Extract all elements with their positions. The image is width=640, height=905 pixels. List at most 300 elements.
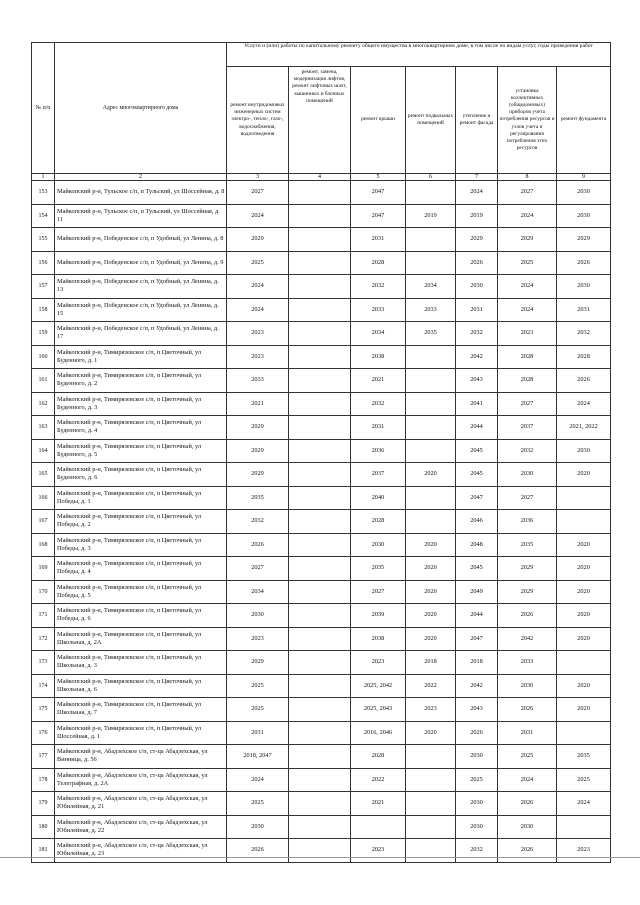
cell-facade: 2046 <box>456 510 498 534</box>
cell-elevators <box>289 580 351 604</box>
cell-roof: 2038 <box>351 345 406 369</box>
cell-engineering: 2025 <box>227 698 289 722</box>
cell-elevators <box>289 533 351 557</box>
header-number: № п/п <box>32 43 55 174</box>
col-index: 6 <box>406 174 456 181</box>
cell-elevators <box>289 369 351 393</box>
cell-basement <box>406 251 456 275</box>
table-row <box>32 651 611 675</box>
table-row <box>32 345 611 369</box>
cell-foundation: 2026 <box>557 369 611 393</box>
cell-meters: 2024 <box>498 204 557 228</box>
cell-roof: 2036 <box>351 439 406 463</box>
row-address: Майкопский р-н, Победенское с/п, п Удобный, ул Ленина, д. 8 <box>55 228 227 252</box>
cell-elevators <box>289 698 351 722</box>
row-number: 157 <box>32 275 55 299</box>
cell-engineering: 2033 <box>227 369 289 393</box>
cell-facade: 2043 <box>456 369 498 393</box>
table-row <box>32 181 611 205</box>
cell-engineering: 2023 <box>227 322 289 346</box>
cell-roof: 2040 <box>351 486 406 510</box>
cell-facade: 2030 <box>456 745 498 769</box>
cell-engineering: 2029 <box>227 439 289 463</box>
row-address: Майкопский р-н, Тимирязевское с/п, п Цветочный, ул Школьная, д. 2А <box>55 627 227 651</box>
cell-meters: 2029 <box>498 580 557 604</box>
cell-basement <box>406 439 456 463</box>
table-row <box>32 392 611 416</box>
cell-basement: 2023 <box>406 698 456 722</box>
cell-basement <box>406 345 456 369</box>
cell-foundation: 2020 <box>557 627 611 651</box>
cell-roof: 2025, 2042 <box>351 674 406 698</box>
cell-elevators <box>289 721 351 745</box>
cell-engineering: 2030 <box>227 604 289 628</box>
cell-foundation: 2020 <box>557 604 611 628</box>
cell-meters: 2037 <box>498 416 557 440</box>
cell-facade: 2047 <box>456 486 498 510</box>
cell-meters: 2027 <box>498 181 557 205</box>
row-number: 166 <box>32 486 55 510</box>
cell-engineering: 2029 <box>227 651 289 675</box>
cell-elevators <box>289 204 351 228</box>
table-row <box>32 698 611 722</box>
header-col-facade: утепление и ремонт фасада <box>456 67 498 174</box>
row-number: 162 <box>32 392 55 416</box>
table-row <box>32 745 611 769</box>
row-number: 176 <box>32 721 55 745</box>
cell-foundation: 2020 <box>557 674 611 698</box>
cell-meters: 2030 <box>498 815 557 839</box>
cell-elevators <box>289 416 351 440</box>
table-row <box>32 604 611 628</box>
table-row <box>32 674 611 698</box>
cell-foundation: 2020 <box>557 580 611 604</box>
page-divider <box>0 857 640 858</box>
row-number: 180 <box>32 815 55 839</box>
cell-roof: 2032 <box>351 392 406 416</box>
row-number: 169 <box>32 557 55 581</box>
cell-engineering: 2027 <box>227 181 289 205</box>
row-number: 164 <box>32 439 55 463</box>
cell-elevators <box>289 439 351 463</box>
cell-roof: 2021 <box>351 792 406 816</box>
cell-foundation: 2035 <box>557 745 611 769</box>
cell-basement: 2020 <box>406 604 456 628</box>
cell-facade: 2030 <box>456 792 498 816</box>
cell-meters: 2026 <box>498 604 557 628</box>
cell-foundation: 2032 <box>557 322 611 346</box>
cell-facade: 2048 <box>456 533 498 557</box>
cell-engineering: 2034 <box>227 580 289 604</box>
row-address: Майкопский р-н, Победенское с/п, п Удобный, ул Ленина, д. 17 <box>55 322 227 346</box>
cell-engineering: 2025 <box>227 674 289 698</box>
cell-roof: 2025, 2043 <box>351 698 406 722</box>
cell-engineering: 2029 <box>227 228 289 252</box>
cell-engineering: 2029 <box>227 416 289 440</box>
cell-engineering: 2024 <box>227 768 289 792</box>
row-address: Майкопский р-н, Абадзехское с/п, ст-ца Абадзехская, ул Юбилейная, д. 23 <box>55 839 227 863</box>
row-number: 170 <box>32 580 55 604</box>
cell-elevators <box>289 345 351 369</box>
row-address: Майкопский р-н, Тимирязевское с/п, п Цветочный, ул Буденного, д. 2 <box>55 369 227 393</box>
cell-elevators <box>289 322 351 346</box>
row-address: Майкопский р-н, Тульское с/п, п Тульский, ул Шоссейная, д. 11 <box>55 204 227 228</box>
cell-foundation <box>557 721 611 745</box>
cell-basement <box>406 416 456 440</box>
header-col-meters: установка коллективных (общедомовых) приборов учета потребления ресурсов и узлов учета и регулирования потребления этих ресурсов <box>498 67 557 174</box>
cell-meters: 2024 <box>498 298 557 322</box>
cell-facade: 2031 <box>456 298 498 322</box>
cell-meters: 2036 <box>498 510 557 534</box>
cell-roof: 2016, 2046 <box>351 721 406 745</box>
cell-roof: 2028 <box>351 510 406 534</box>
cell-foundation: 2030 <box>557 204 611 228</box>
cell-meters: 2032 <box>498 439 557 463</box>
row-number: 155 <box>32 228 55 252</box>
row-number: 172 <box>32 627 55 651</box>
cell-engineering: 2024 <box>227 298 289 322</box>
cell-roof: 2030 <box>351 533 406 557</box>
cell-facade: 2042 <box>456 345 498 369</box>
cell-foundation: 2020 <box>557 533 611 557</box>
cell-roof: 2033 <box>351 298 406 322</box>
table-row <box>32 510 611 534</box>
cell-roof: 2047 <box>351 204 406 228</box>
cell-roof: 2035 <box>351 557 406 581</box>
cell-facade: 2044 <box>456 604 498 628</box>
cell-engineering: 2027 <box>227 557 289 581</box>
cell-facade: 2026 <box>456 721 498 745</box>
cell-basement: 2034 <box>406 275 456 299</box>
row-address: Майкопский р-н, Тимирязевское с/п, п Цветочный, ул Победы, д. 3 <box>55 533 227 557</box>
row-number: 156 <box>32 251 55 275</box>
cell-roof <box>351 815 406 839</box>
cell-roof: 2023 <box>351 651 406 675</box>
col-index: 4 <box>289 174 351 181</box>
cell-meters: 2031 <box>498 721 557 745</box>
cell-facade: 2041 <box>456 392 498 416</box>
cell-roof: 2021 <box>351 369 406 393</box>
table-row <box>32 839 611 863</box>
cell-elevators <box>289 768 351 792</box>
cell-engineering: 2030 <box>227 815 289 839</box>
row-address: Майкопский р-н, Абадзехское с/п, ст-ца Абадзехская, ул Юбилейная, д. 21 <box>55 792 227 816</box>
row-number: 159 <box>32 322 55 346</box>
cell-elevators <box>289 392 351 416</box>
cell-facade: 2032 <box>456 839 498 863</box>
cell-basement: 2022 <box>406 674 456 698</box>
cell-basement: 2019 <box>406 204 456 228</box>
cell-facade: 2030 <box>456 815 498 839</box>
table-row <box>32 533 611 557</box>
cell-facade: 2029 <box>456 228 498 252</box>
cell-meters: 2026 <box>498 792 557 816</box>
cell-foundation: 2020 <box>557 557 611 581</box>
row-address: Майкопский р-н, Тимирязевское с/п, п Цветочный, ул Победы, д. 1 <box>55 486 227 510</box>
cell-foundation: 2020 <box>557 698 611 722</box>
cell-elevators <box>289 181 351 205</box>
col-index: 7 <box>456 174 498 181</box>
cell-meters: 2030 <box>498 674 557 698</box>
cell-meters: 2028 <box>498 369 557 393</box>
cell-meters: 2026 <box>498 698 557 722</box>
table-row <box>32 721 611 745</box>
row-number: 163 <box>32 416 55 440</box>
row-address: Майкопский р-н, Тимирязевское с/п, п Цветочный, ул Буденного, д. 4 <box>55 416 227 440</box>
cell-foundation: 2031 <box>557 298 611 322</box>
header-col-foundation: ремонт фундамента <box>557 67 611 174</box>
cell-basement: 2033 <box>406 298 456 322</box>
cell-basement <box>406 745 456 769</box>
cell-elevators <box>289 839 351 863</box>
cell-elevators <box>289 604 351 628</box>
table-row <box>32 322 611 346</box>
cell-roof: 2027 <box>351 580 406 604</box>
cell-facade: 2019 <box>456 204 498 228</box>
cell-basement <box>406 181 456 205</box>
row-address: Майкопский р-н, Тимирязевское с/п, п Цветочный, ул Буденного, д. 1 <box>55 345 227 369</box>
cell-facade: 2024 <box>456 181 498 205</box>
cell-foundation: 2025 <box>557 768 611 792</box>
document-sheet <box>31 42 610 863</box>
col-index: 9 <box>557 174 611 181</box>
cell-basement: 2020 <box>406 580 456 604</box>
cell-elevators <box>289 510 351 534</box>
cell-engineering: 2024 <box>227 275 289 299</box>
cell-foundation <box>557 510 611 534</box>
cell-engineering: 2026 <box>227 533 289 557</box>
col-index: 2 <box>55 174 227 181</box>
cell-meters: 2023 <box>498 322 557 346</box>
table-row <box>32 416 611 440</box>
cell-basement: 2020 <box>406 533 456 557</box>
cell-meters: 2028 <box>498 345 557 369</box>
cell-facade: 2030 <box>456 275 498 299</box>
cell-roof: 2031 <box>351 228 406 252</box>
row-number: 160 <box>32 345 55 369</box>
cell-foundation: 2028 <box>557 345 611 369</box>
cell-elevators <box>289 627 351 651</box>
header-col-basement: ремонт подвальных помещений <box>406 67 456 174</box>
cell-engineering: 2025 <box>227 251 289 275</box>
cell-foundation: 2030 <box>557 275 611 299</box>
cell-facade: 2043 <box>456 698 498 722</box>
cell-basement: 2018 <box>406 651 456 675</box>
table-row <box>32 486 611 510</box>
row-address: Майкопский р-н, Победенское с/п, п Удобный, ул Ленина, д. 9 <box>55 251 227 275</box>
cell-meters: 2029 <box>498 228 557 252</box>
cell-facade: 2045 <box>456 463 498 487</box>
row-number: 181 <box>32 839 55 863</box>
cell-elevators <box>289 251 351 275</box>
cell-meters: 2024 <box>498 275 557 299</box>
row-number: 167 <box>32 510 55 534</box>
table-row <box>32 627 611 651</box>
row-address: Майкопский р-н, Победенское с/п, п Удобный, ул Ленина, д. 15 <box>55 298 227 322</box>
cell-facade: 2044 <box>456 416 498 440</box>
column-index-row <box>32 174 611 181</box>
col-index: 8 <box>498 174 557 181</box>
table-row <box>32 204 611 228</box>
row-number: 165 <box>32 463 55 487</box>
cell-facade: 2049 <box>456 580 498 604</box>
cell-basement <box>406 792 456 816</box>
header-col-engineering: ремонт внутридомовых инженерных систем электро-, тепло-, газо-, водоснабжения, водоотведения <box>227 67 289 174</box>
cell-facade: 2032 <box>456 322 498 346</box>
row-number: 179 <box>32 792 55 816</box>
row-number: 174 <box>32 674 55 698</box>
cell-engineering: 2018, 2047 <box>227 745 289 769</box>
cell-roof: 2028 <box>351 251 406 275</box>
row-address: Майкопский р-н, Тимирязевское с/п, п Цветочный, ул Буденного, д. 6 <box>55 463 227 487</box>
cell-meters: 2027 <box>498 486 557 510</box>
cell-meters: 2027 <box>498 392 557 416</box>
table-row <box>32 557 611 581</box>
cell-basement <box>406 510 456 534</box>
cell-foundation: 2030 <box>557 181 611 205</box>
cell-foundation: 2023 <box>557 839 611 863</box>
cell-basement: 2020 <box>406 627 456 651</box>
cell-elevators <box>289 792 351 816</box>
row-address: Майкопский р-н, Тимирязевское с/п, п Цветочный, ул Шоссейная, д. 1 <box>55 721 227 745</box>
cell-meters: 2024 <box>498 768 557 792</box>
cell-elevators <box>289 275 351 299</box>
row-address: Майкопский р-н, Тимирязевское с/п, п Цветочный, ул Победы, д. 5 <box>55 580 227 604</box>
table-row <box>32 792 611 816</box>
table-body <box>32 181 611 863</box>
cell-facade: 2047 <box>456 627 498 651</box>
row-number: 175 <box>32 698 55 722</box>
cell-meters: 2030 <box>498 463 557 487</box>
col-index: 3 <box>227 174 289 181</box>
cell-roof: 2037 <box>351 463 406 487</box>
cell-roof: 2047 <box>351 181 406 205</box>
cell-roof: 2039 <box>351 604 406 628</box>
row-address: Майкопский р-н, Тимирязевское с/п, п Цветочный, ул Школьная, д. 6 <box>55 674 227 698</box>
table-row <box>32 463 611 487</box>
header-services: Услуги и (или) работы по капитальному ремонту общего имущества в многоквартирном доме, в том числе по видам услуг, годы проведения работ <box>227 43 611 67</box>
cell-elevators <box>289 298 351 322</box>
row-number: 161 <box>32 369 55 393</box>
table-row <box>32 275 611 299</box>
cell-foundation: 2030 <box>557 439 611 463</box>
row-number: 177 <box>32 745 55 769</box>
row-number: 154 <box>32 204 55 228</box>
cell-engineering: 2024 <box>227 204 289 228</box>
cell-roof: 2038 <box>351 627 406 651</box>
row-address: Майкопский р-н, Абадзехское с/п, ст-ца Абадзехская, ул Юбилейная, д. 22 <box>55 815 227 839</box>
cell-basement: 2020 <box>406 721 456 745</box>
capital-repair-table <box>31 42 611 863</box>
row-address: Майкопский р-н, Тимирязевское с/п, п Цветочный, ул Буденного, д. 5 <box>55 439 227 463</box>
cell-foundation <box>557 815 611 839</box>
cell-elevators <box>289 651 351 675</box>
cell-basement <box>406 369 456 393</box>
cell-roof: 2028 <box>351 745 406 769</box>
cell-meters: 2035 <box>498 533 557 557</box>
row-address: Майкопский р-н, Абадзехское с/п, ст-ца Абадзехская, ул Винница, д. 56 <box>55 745 227 769</box>
cell-meters: 2025 <box>498 251 557 275</box>
cell-elevators <box>289 557 351 581</box>
table-row <box>32 439 611 463</box>
cell-foundation: 2026 <box>557 251 611 275</box>
cell-elevators <box>289 745 351 769</box>
cell-elevators <box>289 674 351 698</box>
row-address: Майкопский р-н, Тимирязевское с/п, п Цветочный, ул Школьная, д. 3 <box>55 651 227 675</box>
header-col-elevators: ремонт, замена, модернизация лифтов, ремонт лифтовых шахт, машинных и блочных помещений <box>289 67 351 174</box>
cell-basement <box>406 815 456 839</box>
row-address: Майкопский р-н, Тимирязевское с/п, п Цветочный, ул Победы, д. 6 <box>55 604 227 628</box>
row-number: 158 <box>32 298 55 322</box>
cell-roof: 2032 <box>351 275 406 299</box>
row-address: Майкопский р-н, Тимирязевское с/п, п Цветочный, ул Победы, д. 4 <box>55 557 227 581</box>
cell-engineering: 2026 <box>227 839 289 863</box>
cell-elevators <box>289 463 351 487</box>
cell-elevators <box>289 486 351 510</box>
cell-foundation: 2021, 2022 <box>557 416 611 440</box>
cell-foundation <box>557 486 611 510</box>
cell-roof: 2031 <box>351 416 406 440</box>
cell-foundation: 2024 <box>557 392 611 416</box>
cell-facade: 2045 <box>456 439 498 463</box>
cell-basement <box>406 768 456 792</box>
cell-roof: 2022 <box>351 768 406 792</box>
cell-engineering: 2025 <box>227 792 289 816</box>
cell-basement: 2020 <box>406 557 456 581</box>
cell-engineering: 2023 <box>227 345 289 369</box>
row-address: Майкопский р-н, Абадзехское с/п, ст-ца Абадзехская, ул Телеграфная, д. 2А <box>55 768 227 792</box>
cell-basement: 2035 <box>406 322 456 346</box>
row-number: 168 <box>32 533 55 557</box>
cell-meters: 2033 <box>498 651 557 675</box>
cell-foundation: 2024 <box>557 792 611 816</box>
cell-engineering: 2031 <box>227 721 289 745</box>
cell-engineering: 2032 <box>227 510 289 534</box>
cell-meters: 2042 <box>498 627 557 651</box>
cell-roof: 2034 <box>351 322 406 346</box>
cell-roof: 2023 <box>351 839 406 863</box>
cell-facade: 2018 <box>456 651 498 675</box>
row-address: Майкопский р-н, Победенское с/п, п Удобный, ул Ленина, д. 13 <box>55 275 227 299</box>
col-index: 1 <box>32 174 55 181</box>
cell-meters: 2029 <box>498 557 557 581</box>
table-row <box>32 815 611 839</box>
cell-facade: 2042 <box>456 674 498 698</box>
row-address: Майкопский р-н, Тульское с/п, п Тульский, ул Шоссейная, д. 8 <box>55 181 227 205</box>
cell-basement <box>406 392 456 416</box>
cell-foundation: 2029 <box>557 228 611 252</box>
cell-foundation <box>557 651 611 675</box>
cell-engineering: 2035 <box>227 486 289 510</box>
cell-facade: 2026 <box>456 251 498 275</box>
row-number: 153 <box>32 181 55 205</box>
table-row <box>32 369 611 393</box>
cell-facade: 2025 <box>456 768 498 792</box>
row-address: Майкопский р-н, Тимирязевское с/п, п Цветочный, ул Победы, д. 2 <box>55 510 227 534</box>
col-index: 5 <box>351 174 406 181</box>
row-number: 171 <box>32 604 55 628</box>
header-address: Адрес многоквартирного дома <box>55 43 227 174</box>
cell-engineering: 2029 <box>227 463 289 487</box>
cell-engineering: 2023 <box>227 627 289 651</box>
row-number: 173 <box>32 651 55 675</box>
cell-elevators <box>289 815 351 839</box>
table-row <box>32 580 611 604</box>
cell-basement: 2020 <box>406 463 456 487</box>
cell-engineering: 2021 <box>227 392 289 416</box>
cell-basement <box>406 228 456 252</box>
row-address: Майкопский р-н, Тимирязевское с/п, п Цветочный, ул Буденного, д. 3 <box>55 392 227 416</box>
